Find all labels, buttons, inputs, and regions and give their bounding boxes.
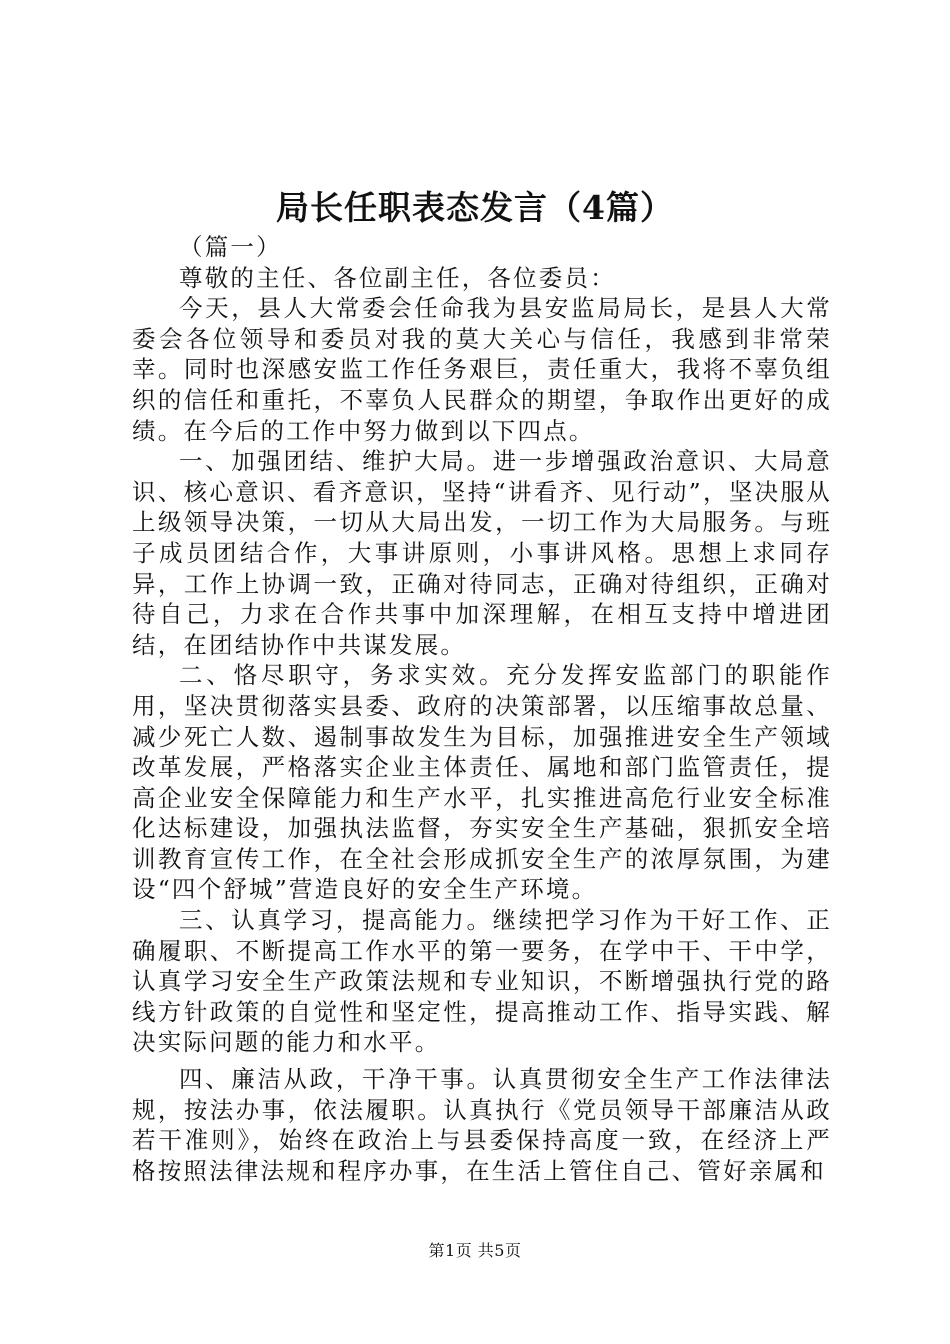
point-one-paragraph: 一、加强团结、维护大局。进一步增强政治意识、大局意识、核心意识、看齐意识，坚持“讲看齐、见行动”，坚决服从上级领导决策，一切从大局出发，一切工作为大局服务。与班子成员团结合作，大事讲原则，小事讲风格。思想上求同存异，工作上协调一致，正确对待同志，正确对待组织，正确对待自己，力求在合作共事中加深理解，在相互支持中增进团结，在团结协作中共谋发展。 [132, 447, 832, 659]
salutation: 尊敬的主任、各位副主任，各位委员： [179, 263, 616, 292]
point-three-paragraph: 三、认真学习，提高能力。继续把学习作为干好工作、正确履职、不断提高工作水平的第一要务，在学中干、干中学，认真学习安全生产政策法规和专业知识，不断增强执行党的路线方针政策的自觉性和坚定性，提高推动工作、指导实践、解决实际问题的能力和水平。 [132, 906, 832, 1057]
intro-paragraph: 今天，县人大常委会任命我为县安监局局长，是县人大常委会各位领导和委员对我的莫大关心与信任，我感到非常荣幸。同时也深感安监工作任务艰巨，责任重大，我将不辜负组织的信任和重托，不辜负人民群众的期望，争取作出更好的成绩。在今后的工作中努力做到以下四点。 [132, 294, 832, 445]
section-label: （篇一） [179, 233, 282, 261]
point-four-paragraph: 四、廉洁从政，干净干事。认真贯彻安全生产工作法律法规，按法办事，依法履职。认真执行《党员领导干部廉洁从政若干准则》，始终在政治上与县委保持高度一致，在经济上严格按照法律法规和程序办事，在生活上管住自己、管好亲属和 [132, 1065, 832, 1185]
page-footer: 第1页 共5页 [428, 1241, 522, 1260]
document-body [132, 232, 832, 1186]
point-two-paragraph: 二、恪尽职守，务求实效。充分发挥安监部门的职能作用，坚决贯彻落实县委、政府的决策部署，以压缩事故总量、减少死亡人数、遏制事故发生为目标，加强推进安全生产领域改革发展，严格落实企业主体责任、属地和部门监管责任，提高企业安全保障能力和生产水平，扎实推进高危行业安全标准化达标建设，加强执法监督，夯实安全生产基础，狠抓安全培训教育宣传工作，在全社会形成抓安全生产的浓厚氛围，为建设“四个舒城”营造良好的安全生产环境。 [132, 661, 832, 904]
page-title: 局长任职表态发言（4篇） [276, 188, 674, 227]
